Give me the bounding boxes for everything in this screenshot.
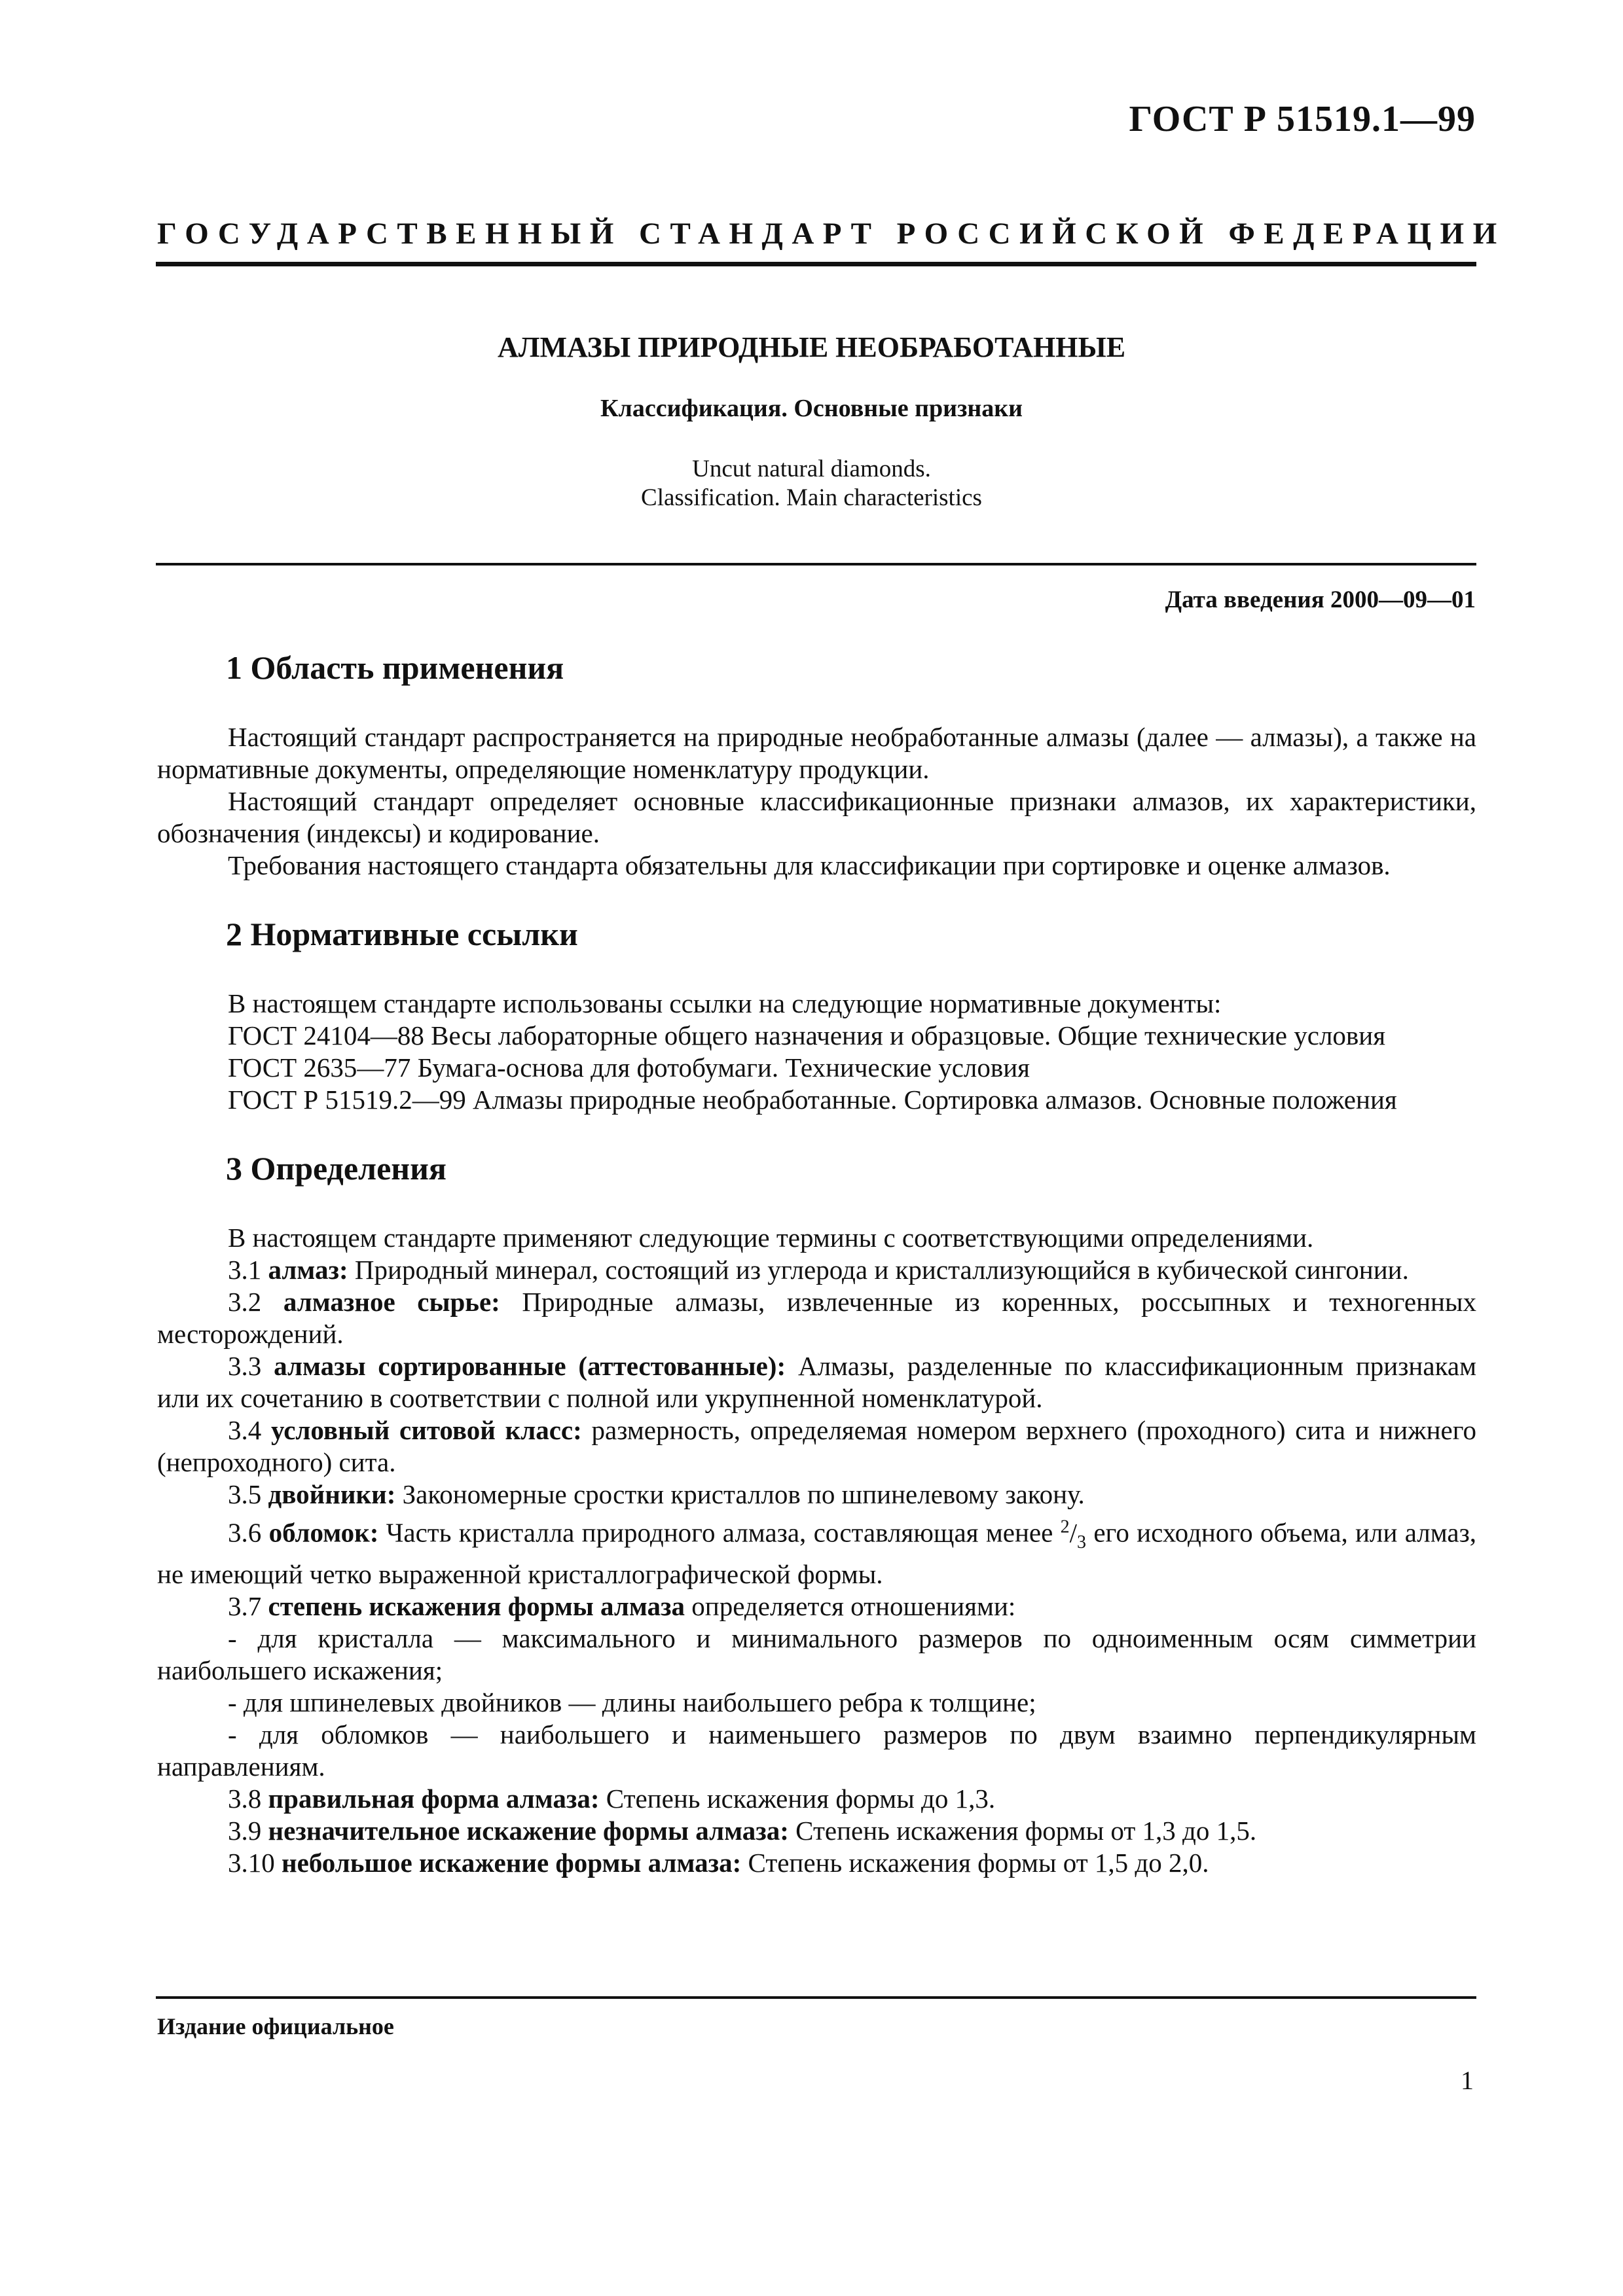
- document-body: [157, 648, 1476, 1879]
- definition-text: Природный минерал, состоящий из углерода и кристаллизующийся в кубической сингонии.: [354, 1255, 1409, 1285]
- definition-3-2: [157, 1286, 1476, 1350]
- fraction-two-thirds: $^2/_3$: [1060, 1516, 1087, 1552]
- definition-term: двойники:: [268, 1479, 396, 1509]
- definition-text: Алмазы, разделенные по классификационным признакам или их сочетанию в соответствии с полной или укрупненной номенклатурой.: [157, 1351, 1477, 1413]
- definition-number: 3.10: [228, 1847, 275, 1878]
- definition-3-9: [157, 1815, 1476, 1847]
- english-title-line-2: Classification. Main characteristics: [641, 484, 982, 511]
- definition-term: алмазы сортированные (аттестованные):: [274, 1351, 786, 1381]
- definition-term: обломок:: [268, 1517, 379, 1548]
- title-rule: [156, 563, 1476, 565]
- normative-reference: ГОСТ 24104—88 Весы лабораторные общего назначения и образцовые. Общие технические условия: [228, 1020, 1386, 1050]
- definition-number: 3.1: [228, 1255, 262, 1285]
- fraction-denominator: 3: [1077, 1532, 1087, 1552]
- definition-term: незначительное искажение формы алмаза:: [268, 1815, 789, 1846]
- definition-text: определяется отношениями:: [691, 1590, 1016, 1621]
- definition-text: Закономерные сростки кристаллов по шпинелевому закону.: [402, 1479, 1085, 1509]
- definition-3-3: [157, 1350, 1476, 1414]
- introduction-date: Дата введения 2000—09—01: [1165, 586, 1476, 613]
- header-rule: [156, 262, 1476, 266]
- definition-number: 3.4: [228, 1415, 262, 1445]
- definition-3-5: [157, 1479, 1476, 1511]
- definition-term: правильная форма алмаза:: [268, 1783, 600, 1814]
- section-3-intro: В настоящем стандарте применяют следующие термины с соответствующими определениями.: [228, 1223, 1314, 1253]
- official-edition-label: Издание официальное: [157, 2013, 394, 2039]
- section-1-heading: 1 Область применения: [226, 649, 564, 686]
- definition-number: 3.7: [228, 1590, 262, 1621]
- definition-text: Степень искажения формы до 1,3.: [606, 1783, 996, 1814]
- definition-number: 3.3: [228, 1351, 262, 1381]
- definition-term: алмазное сырье:: [283, 1287, 500, 1317]
- definition-3-10: [157, 1847, 1476, 1879]
- document-subtitle: Классификация. Основные признаки: [600, 395, 1023, 422]
- english-title: [0, 455, 1623, 512]
- state-standard-heading: ГОСУДАРСТВЕННЫЙ СТАНДАРТ РОССИЙСКОЙ ФЕДЕРАЦИИ: [157, 217, 1506, 251]
- definition-term: условный ситовой класс:: [270, 1415, 582, 1445]
- english-title-line-1: Uncut natural diamonds.: [692, 456, 931, 482]
- definition-number: 3.6: [228, 1517, 262, 1548]
- definition-3-6: [157, 1511, 1476, 1590]
- section-2-paragraph: В настоящем стандарте использованы ссылки на следующие нормативные документы:: [228, 988, 1222, 1018]
- document-title: АЛМАЗЫ ПРИРОДНЫЕ НЕОБРАБОТАННЫЕ: [497, 331, 1126, 363]
- footer-rule: [156, 1996, 1476, 1999]
- fraction-numerator: 2: [1060, 1516, 1070, 1537]
- definition-text: Часть кристалла природного алмаза, составляющая менее: [386, 1517, 1053, 1548]
- list-item: - для шпинелевых двойников — длины наибольшего ребра к толщине;: [228, 1687, 1036, 1717]
- normative-reference: ГОСТ Р 51519.2—99 Алмазы природные необработанные. Сортировка алмазов. Основные положения: [228, 1085, 1397, 1115]
- list-item: - для обломков — наибольшего и наименьшего размеров по двум взаимно перпендикулярным направлениям.: [157, 1719, 1476, 1782]
- normative-reference: ГОСТ 2635—77 Бумага-основа для фотобумаги. Технические условия: [228, 1052, 1030, 1083]
- section-1-paragraph: Настоящий стандарт распространяется на природные необработанные алмазы (далее — алмазы), а также на нормативные документы, определяющие номенклатуру продукции.: [157, 722, 1476, 784]
- definition-text: размерность, определяемая номером верхнего (проходного) сита и нижнего (непроходного) сита.: [157, 1415, 1477, 1477]
- definition-text: его исходного объема, или алмаз, не имеющий четко выраженной кристаллографической формы.: [157, 1517, 1477, 1589]
- definition-term: степень искажения формы алмаза: [268, 1590, 685, 1621]
- definition-text: Природные алмазы, извлеченные из коренных, россыпных и техногенных месторождений.: [157, 1287, 1477, 1349]
- section-2-heading: 2 Нормативные ссылки: [226, 916, 578, 952]
- definition-3-8: [157, 1783, 1476, 1815]
- definition-3-7: [157, 1590, 1476, 1623]
- section-1-paragraph: Требования настоящего стандарта обязательны для классификации при сортировке и оценке алмазов.: [228, 850, 1391, 880]
- definition-term: небольшое искажение формы алмаза:: [282, 1847, 742, 1878]
- definition-number: 3.2: [228, 1287, 262, 1317]
- page-number: 1: [1461, 2066, 1474, 2095]
- definition-text: Степень искажения формы от 1,3 до 1,5.: [795, 1815, 1257, 1846]
- section-1-paragraph: Настоящий стандарт определяет основные классификационные признаки алмазов, их характеристики, обозначения (индексы) и кодирование.: [157, 786, 1476, 848]
- list-item: - для кристалла — максимального и минимального размеров по одноименным осям симметрии наибольшего искажения;: [157, 1623, 1476, 1685]
- definition-number: 3.8: [228, 1783, 262, 1814]
- definition-3-4: [157, 1414, 1476, 1479]
- section-3-heading: 3 Определения: [226, 1150, 447, 1187]
- definition-number: 3.5: [228, 1479, 262, 1509]
- definition-number: 3.9: [228, 1815, 262, 1846]
- definition-term: алмаз:: [268, 1255, 348, 1285]
- definition-text: Степень искажения формы от 1,5 до 2,0.: [748, 1847, 1209, 1878]
- definition-3-1: [157, 1254, 1476, 1286]
- gost-number: ГОСТ Р 51519.1—99: [1129, 99, 1476, 139]
